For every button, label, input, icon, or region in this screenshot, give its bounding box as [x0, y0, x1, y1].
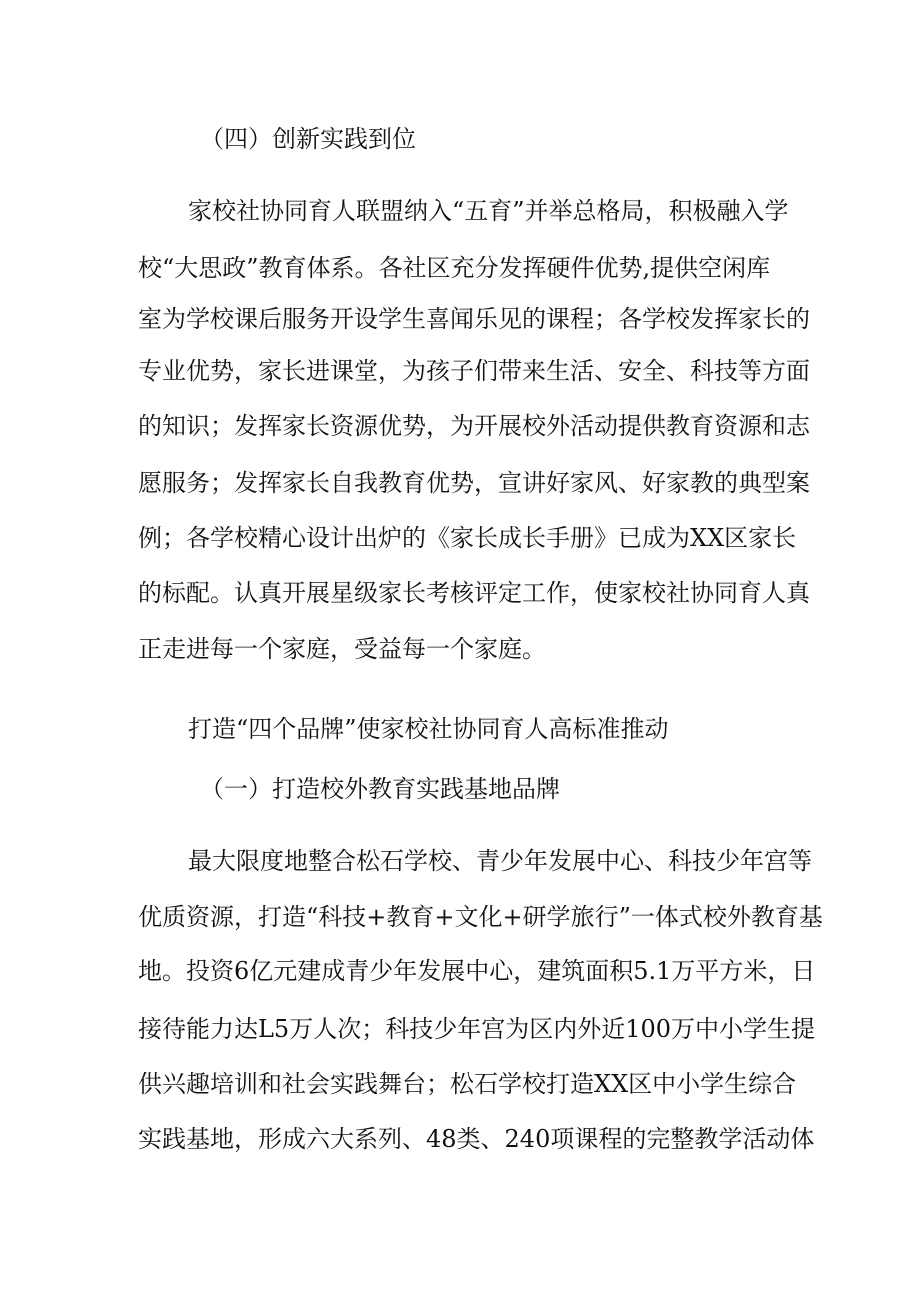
paragraph-line: 地。投资6亿元建成青少年发展中心，建筑面积5.1万平方米，日 — [138, 957, 816, 985]
paragraph-line: 校“大思政”教育体系。各社区充分发挥硬件优势,提供空闲库 — [138, 254, 771, 282]
main-heading: 打造“四个品牌”使家校社协同育人高标准推动 — [188, 715, 669, 743]
paragraph-line: 室为学校课后服务开设学生喜闻乐见的课程；各学校发挥家长的 — [138, 305, 810, 333]
paragraph-line: 家校社协同育人联盟纳入“五育”并举总格局，积极融入学 — [188, 197, 789, 225]
section-1-heading: （一）打造校外教育实践基地品牌 — [200, 775, 560, 803]
paragraph-line: 最大限度地整合松石学校、青少年发展中心、科技少年宫等 — [188, 847, 812, 875]
paragraph-line: 的标配。认真开展星级家长考核评定工作，使家校社协同育人真 — [138, 579, 810, 607]
paragraph-line: 的知识；发挥家长资源优势，为开展校外活动提供教育资源和志 — [138, 412, 810, 440]
section-4-heading: （四）创新实践到位 — [200, 125, 416, 153]
paragraph-line: 愿服务；发挥家长自我教育优势，宣讲好家风、好家教的典型案 — [138, 469, 810, 497]
paragraph-line: 专业优势，家长进课堂，为孩子们带来生活、安全、科技等方面 — [138, 357, 810, 385]
paragraph-line: 接待能力达L5万人次；科技少年宫为区内外近100万中小学生提 — [138, 1015, 816, 1043]
paragraph-line: 例；各学校精心设计出炉的《家长成长手册》已成为XX区家长 — [138, 524, 797, 552]
paragraph-line: 供兴趣培训和社会实践舞台；松石学校打造XX区中小学生综合 — [138, 1070, 797, 1098]
paragraph-line: 正走进每一个家庭，受益每一个家庭。 — [138, 635, 546, 663]
paragraph-line: 实践基地，形成六大系列、48类、240项课程的完整教学活动体 — [138, 1125, 815, 1153]
paragraph-line: 优质资源，打造“科技+教育+文化+研学旅行”一体式校外教育基 — [138, 903, 823, 931]
